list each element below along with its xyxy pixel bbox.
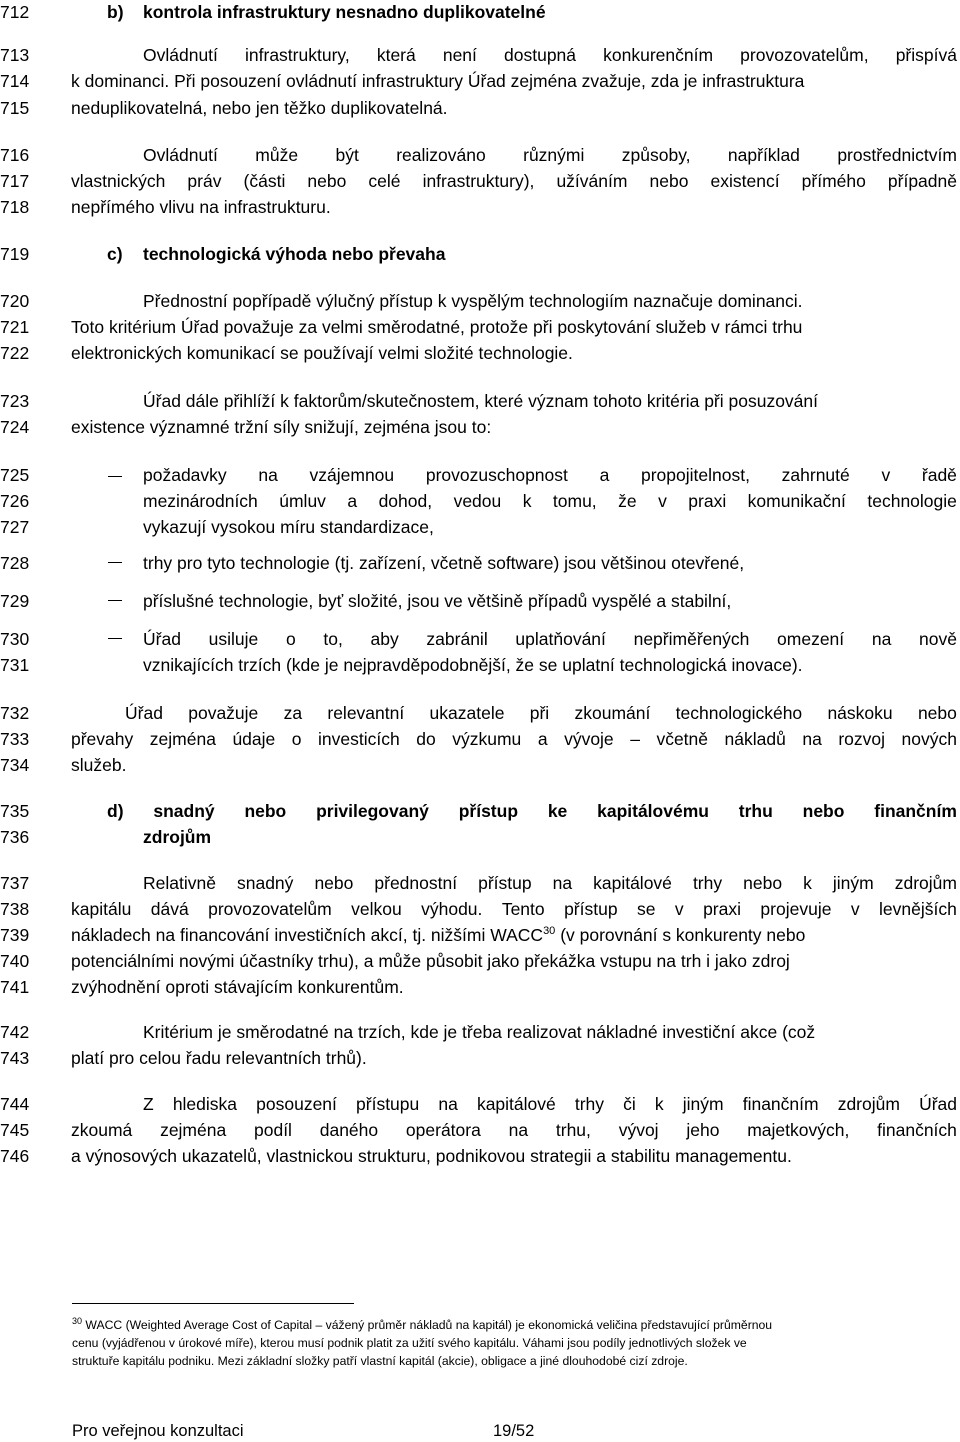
word: nepřiměřených: [633, 629, 750, 649]
word: Úřad: [125, 703, 163, 723]
text-line: [143, 491, 957, 512]
word: konkurenčním: [603, 45, 714, 65]
line-number: 718: [0, 197, 30, 217]
word: provozuschopnost: [425, 465, 568, 485]
word: v: [658, 491, 667, 511]
word: trhy: [692, 873, 723, 893]
line-number: 745: [0, 1120, 30, 1140]
line-number: 730: [0, 629, 30, 649]
word: finančním: [742, 1094, 819, 1114]
word: nebo: [244, 801, 287, 821]
text-segment: vykazují vysokou míru standardizace,: [143, 517, 434, 537]
word: nebo: [307, 171, 347, 191]
word: kapitálu: [71, 899, 132, 919]
word: převahy: [71, 729, 134, 749]
line-number: 716: [0, 145, 30, 165]
word: být: [335, 145, 359, 165]
text-line: [143, 553, 744, 574]
footnote-text: cenu (vyjádřenou v úrokové míře), kterou musí podnik platit za užití svého kapitálu. Váhami jsou podíly jednotlivých složek ve: [72, 1336, 747, 1350]
word: v: [881, 465, 891, 485]
line-number: 727: [0, 517, 30, 537]
footnote-line: [72, 1354, 688, 1369]
text-line: [143, 1022, 815, 1043]
word: provozovatelům: [208, 899, 332, 919]
footnote-text: WACC (Weighted Average Cost of Capital – vážený průměr nákladů na kapitál) je ekonomická veličina představující průměrnou: [85, 1318, 773, 1332]
word: která: [376, 45, 416, 65]
line-number: 735: [0, 801, 30, 821]
text-line: [143, 391, 818, 412]
word: infrastruktury),: [422, 171, 535, 191]
word: zkoumá: [71, 1120, 133, 1140]
word: zabránil: [426, 629, 488, 649]
text-line: [71, 171, 957, 192]
word: privilegovaný: [316, 801, 429, 821]
text-line: [71, 951, 790, 972]
text-line: [143, 655, 803, 676]
word: Ovládnutí: [143, 45, 218, 65]
word: různými: [523, 145, 585, 165]
text-segment: Přednostní popřípadě výlučný přístup k vyspělým technologiím naznačuje dominanci.: [143, 291, 803, 311]
word: finančních: [877, 1120, 957, 1140]
word: přístup: [458, 801, 519, 821]
line-number: 739: [0, 925, 30, 945]
word: mezinárodních: [143, 491, 258, 511]
text-line: [71, 343, 573, 364]
word: k: [522, 491, 532, 511]
bullet-dash: [108, 638, 122, 639]
word: o: [285, 629, 296, 649]
word: nebo: [743, 873, 783, 893]
footnote-ref: 30: [543, 925, 556, 937]
word: zkoumání: [574, 703, 651, 723]
word: užíváním: [556, 171, 628, 191]
text-line: [143, 45, 957, 66]
word: infrastruktury,: [245, 45, 350, 65]
text-line: [71, 197, 331, 218]
word: snadný: [153, 801, 215, 821]
text-segment: existence významné tržní síly snižují, zejména jsou to:: [71, 417, 492, 437]
text-segment: Kritérium je směrodatné na trzích, kde je třeba realizovat nákladné investiční akce (což: [143, 1022, 816, 1042]
word: vedou: [453, 491, 502, 511]
word: operátora: [405, 1120, 481, 1140]
word: může: [255, 145, 299, 165]
text-line: [143, 873, 957, 894]
word: nákladů: [724, 729, 786, 749]
word: (části: [243, 171, 286, 191]
text-segment: Úřad dále přihlíží k faktorům/skutečnostem, které význam tohoto kritéria při posuzování: [143, 391, 819, 411]
word: Relativně: [143, 873, 216, 893]
word: hlediska: [172, 1094, 238, 1114]
text-segment: služeb.: [71, 755, 127, 775]
text-line: [71, 977, 404, 998]
bullet-dash: [108, 476, 122, 477]
word: považuje: [188, 703, 259, 723]
heading-marker: b): [107, 2, 124, 22]
text-segment: nepřímého vlivu na infrastrukturu.: [71, 197, 331, 217]
text-segment: zdrojům: [143, 827, 212, 847]
word: existencí: [710, 171, 780, 191]
word: na: [802, 729, 822, 749]
word: vývoj: [618, 1120, 659, 1140]
word: prostřednictvím: [837, 145, 957, 165]
word: Úřad: [919, 1094, 957, 1114]
word: projevuje: [760, 899, 832, 919]
section-heading-line: [107, 2, 546, 23]
word: technologického: [675, 703, 803, 723]
word: jeho: [686, 1120, 720, 1140]
word: finančním: [874, 801, 957, 821]
word: Tento: [501, 899, 545, 919]
text-line: [143, 517, 434, 538]
text-line: [71, 417, 491, 438]
footnote-line: [72, 1318, 772, 1333]
word: na: [258, 465, 278, 485]
word: kapitálové: [476, 1094, 556, 1114]
word: rozvoj: [838, 729, 886, 749]
word: to,: [323, 629, 343, 649]
word: o: [291, 729, 302, 749]
word: trhu: [738, 801, 773, 821]
line-number: 723: [0, 391, 30, 411]
word: zejména: [149, 729, 216, 749]
word: dává: [150, 899, 189, 919]
word: praxi: [688, 491, 727, 511]
word: se: [636, 899, 656, 919]
word: nebo: [917, 703, 957, 723]
line-number: 729: [0, 591, 30, 611]
text-segment: a výnosových ukazatelů, vlastnickou strukturu, podnikovou strategii a stabilitu managementu.: [71, 1146, 792, 1166]
word: práv: [187, 171, 222, 191]
page-number: 19/52: [493, 1422, 535, 1440]
line-number: 741: [0, 977, 30, 997]
text-segment: zvýhodnění oproti stávajícím konkurentům.: [71, 977, 404, 997]
text-line: [71, 1146, 792, 1167]
line-number: 717: [0, 171, 30, 191]
word: Ovládnutí: [143, 145, 218, 165]
word: investicích: [318, 729, 400, 749]
word: k: [803, 873, 812, 893]
word: dohod,: [378, 491, 433, 511]
line-number: 742: [0, 1022, 30, 1042]
word: přístup: [478, 873, 532, 893]
line-number: 736: [0, 827, 30, 847]
word: posouzení: [256, 1094, 337, 1114]
word: údaje: [232, 729, 276, 749]
word: zejména: [160, 1120, 227, 1140]
word: přístup: [564, 899, 618, 919]
text-segment: elektronických komunikací se používají velmi složité technologie.: [71, 343, 573, 363]
text-segment: potenciálními novými účastníky trhu), a může působit jako překážka vstupu na trh i jako zdroj: [71, 951, 790, 971]
text-line: [143, 291, 803, 312]
word: relevantní: [327, 703, 405, 723]
word: majetkových,: [747, 1120, 850, 1140]
word: výzkumu: [452, 729, 522, 749]
word: trhu,: [555, 1120, 591, 1140]
word: na: [508, 1120, 529, 1140]
line-number: 724: [0, 417, 30, 437]
text-segment: příslušné technologie, byť složité, jsou ve většině případů vyspělé a stabilní,: [143, 591, 732, 611]
text-line: [143, 1094, 957, 1115]
text-line: [71, 1048, 367, 1069]
word: nových: [901, 729, 957, 749]
word: v: [674, 899, 684, 919]
word: d): [107, 801, 124, 821]
word: technologie: [867, 491, 957, 511]
word: že: [618, 491, 637, 511]
text-line: [143, 145, 957, 166]
word: v: [850, 899, 860, 919]
word: realizováno: [396, 145, 486, 165]
line-number: 737: [0, 873, 30, 893]
word: do: [416, 729, 436, 749]
word: náskoku: [827, 703, 893, 723]
line-number: 714: [0, 71, 30, 91]
word: daného: [319, 1120, 379, 1140]
line-number: 712: [0, 2, 30, 22]
word: zdrojům: [894, 873, 957, 893]
line-number: 728: [0, 553, 30, 573]
word: přednostní: [374, 873, 458, 893]
word: uplatňování: [515, 629, 606, 649]
text-line: [71, 755, 126, 776]
text-line: [71, 1120, 957, 1141]
line-number: 726: [0, 491, 30, 511]
line-number: 734: [0, 755, 30, 775]
word: velkou: [351, 899, 402, 919]
line-number: 719: [0, 244, 30, 264]
word: za: [283, 703, 303, 723]
word: komunikační: [747, 491, 846, 511]
line-number: 746: [0, 1146, 30, 1166]
word: tomu,: [552, 491, 597, 511]
word: včetně: [656, 729, 708, 749]
word: omezení: [777, 629, 845, 649]
line-number: 743: [0, 1048, 30, 1068]
text-line: [71, 925, 805, 946]
word: a: [599, 465, 610, 485]
word: ukazatele: [429, 703, 505, 723]
word: –: [630, 729, 640, 749]
word: zdrojům: [837, 1094, 900, 1114]
word: požadavky: [143, 465, 227, 485]
word: k: [654, 1094, 664, 1114]
text-line: [143, 591, 731, 612]
text-segment: neduplikovatelná, nebo jen těžko duplikovatelná.: [71, 98, 448, 118]
word: Z: [143, 1094, 154, 1114]
line-number: 715: [0, 98, 30, 118]
word: způsoby,: [621, 145, 691, 165]
line-number: 722: [0, 343, 30, 363]
footnote-number: 30: [72, 1316, 83, 1326]
text-segment: platí pro celou řadu relevantních trhů).: [71, 1048, 367, 1068]
word: přístupu: [356, 1094, 420, 1114]
word: například: [727, 145, 800, 165]
word: řadě: [921, 465, 957, 485]
section-heading-line: [143, 827, 211, 848]
word: kapitálové: [593, 873, 672, 893]
word: a: [347, 491, 358, 511]
word: vývoje: [564, 729, 614, 749]
word: aby: [370, 629, 399, 649]
section-heading-line: [107, 244, 445, 265]
line-number: 732: [0, 703, 30, 723]
heading-text: technologická výhoda nebo převaha: [143, 244, 446, 264]
text-segment: k dominanci. Při posouzení ovládnutí infrastruktury Úřad zejména zvažuje, zda je infrastruktura: [71, 71, 805, 91]
word: trhy: [574, 1094, 605, 1114]
heading-marker: c): [107, 244, 123, 264]
line-number: 733: [0, 729, 30, 749]
text-line: [125, 703, 957, 724]
text-line: [143, 629, 957, 650]
line-number: 721: [0, 317, 30, 337]
text-line: [71, 899, 957, 920]
word: nově: [919, 629, 957, 649]
word: případně: [887, 171, 957, 191]
word: zahrnuté: [781, 465, 850, 485]
word: usiluje: [208, 629, 259, 649]
word: propojitelnost,: [641, 465, 750, 485]
line-number: 731: [0, 655, 30, 675]
footer-label: Pro veřejnou konzultaci: [72, 1422, 244, 1440]
word: praxi: [703, 899, 741, 919]
word: vlastnických: [71, 171, 166, 191]
word: či: [623, 1094, 636, 1114]
text-line: [143, 465, 957, 486]
footnote-separator: [72, 1303, 354, 1304]
word: při: [529, 703, 550, 723]
line-number: 725: [0, 465, 30, 485]
word: snadný: [236, 873, 294, 893]
word: vzájemnou: [309, 465, 395, 485]
line-number: 744: [0, 1094, 30, 1114]
text-line: [71, 729, 957, 750]
line-number: 738: [0, 899, 30, 919]
word: nebo: [802, 801, 845, 821]
heading-text: kontrola infrastruktury nesnadno duplikovatelné: [143, 2, 546, 22]
bullet-dash: [108, 562, 122, 563]
line-number: 713: [0, 45, 30, 65]
word: podíl: [254, 1120, 292, 1140]
word: kapitálovému: [597, 801, 709, 821]
word: na: [552, 873, 573, 893]
line-number: 740: [0, 951, 30, 971]
line-number: 720: [0, 291, 30, 311]
text-line: [71, 317, 802, 338]
word: levnějších: [879, 899, 957, 919]
text-segment: vznikajících trzích (kde je nejpravděpodobnější, že se uplatní technologická inovace).: [143, 655, 803, 675]
word: nebo: [649, 171, 689, 191]
word: ke: [547, 801, 568, 821]
word: na: [871, 629, 892, 649]
word: přímého: [801, 171, 866, 191]
word: dostupná: [504, 45, 577, 65]
word: Úřad: [143, 629, 181, 649]
text-segment: trhy pro tyto technologie (tj. zařízení, včetně software) jsou většinou otevřené,: [143, 553, 745, 573]
bullet-dash: [108, 600, 122, 601]
section-heading-line: [107, 801, 957, 822]
text-line: [71, 71, 804, 92]
text-segment: nákladech na financování investičních akcí, tj. nižšími WACC: [71, 925, 544, 945]
word: nebo: [314, 873, 354, 893]
word: a: [537, 729, 548, 749]
word: celé: [368, 171, 401, 191]
word: jiným: [832, 873, 874, 893]
word: jiným: [682, 1094, 724, 1114]
text-segment: Toto kritérium Úřad považuje za velmi směrodatné, protože při poskytování služeb v rámci trhu: [71, 317, 803, 337]
word: úmluv: [279, 491, 326, 511]
word: na: [438, 1094, 458, 1114]
footnote-text: struktuře kapitálu podniku. Mezi základní složky patří vlastní kapitál (akcie), obligace a jiné dlouhodobé cizí zdroje.: [72, 1354, 688, 1368]
word: provozovatelům,: [740, 45, 869, 65]
word: není: [442, 45, 477, 65]
footnote-line: [72, 1336, 747, 1351]
text-segment: (v porovnání s konkurenty nebo: [560, 925, 806, 945]
word: výhodu.: [421, 899, 483, 919]
word: přispívá: [895, 45, 957, 65]
text-line: [71, 98, 448, 119]
